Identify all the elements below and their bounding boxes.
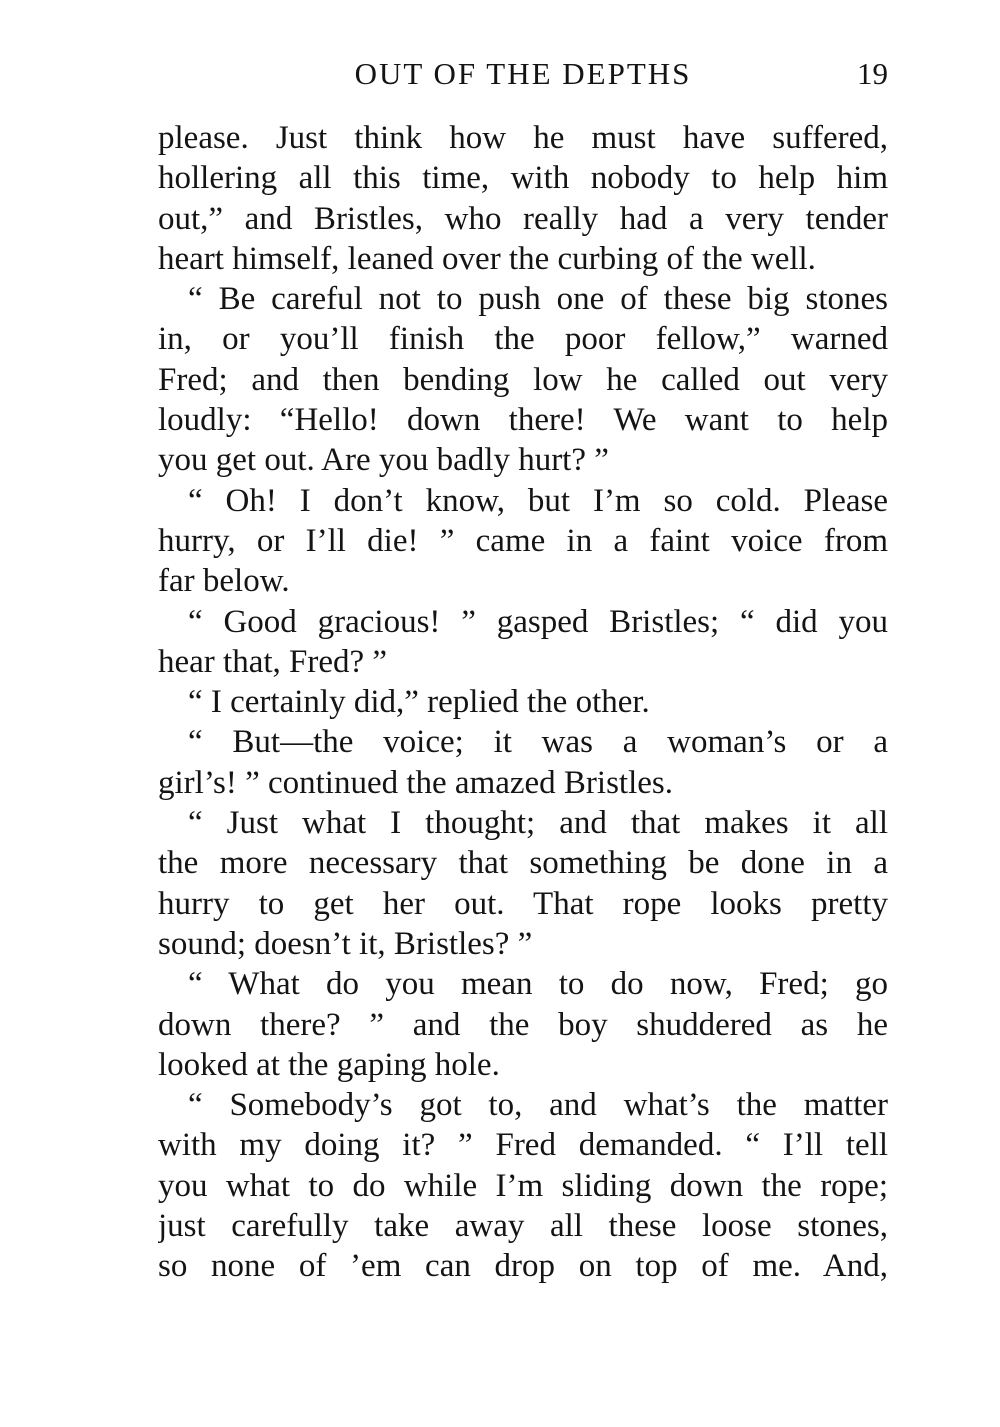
running-title: OUT OF THE DEPTHS <box>354 56 692 91</box>
text-line: hollering all this time, with nobody to help him <box>158 160 888 197</box>
text-line: “ Just what I thought; and that makes it all <box>188 805 888 842</box>
text-line: down there? ” and the boy shuddered as he <box>158 1006 888 1043</box>
text-line: sound; doesn’t it, Bristles? ” <box>158 925 533 962</box>
text-line: “ But—the voice; it was a woman’s or a <box>188 724 888 761</box>
text-line: girl’s! ” continued the amazed Bristles. <box>158 764 674 801</box>
text-line: please. Just think how he must have suffered, <box>158 120 888 156</box>
text-line: hurry, or I’ll die! ” came in a faint voice from <box>158 522 888 559</box>
text-line: looked at the gaping hole. <box>158 1046 500 1083</box>
page-number: 19 <box>857 56 888 91</box>
text-line: loudly: “Hello! down there! We want to help <box>158 402 888 439</box>
text-line: you get out. Are you badly hurt? ” <box>158 442 609 479</box>
text-line: “ Somebody’s got to, and what’s the matter <box>188 1087 888 1124</box>
text-line: “ Oh! I don’t know, but I’m so cold. Please <box>188 482 888 519</box>
text-line: in, or you’ll finish the poor fellow,” warned <box>158 321 888 358</box>
running-head <box>158 56 888 96</box>
text-line: “ I certainly did,” replied the other. <box>188 684 650 721</box>
text-line: Fred; and then bending low he called out very <box>158 361 888 398</box>
text-line: the more necessary that something be done in a <box>158 845 888 882</box>
text-line: far below. <box>158 563 290 600</box>
text-line: “ Be careful not to push one of these big stones <box>188 281 888 318</box>
text-line: heart himself, leaned over the curbing of the well. <box>158 240 816 277</box>
text-line: “ Good gracious! ” gasped Bristles; “ did you <box>188 603 888 640</box>
text-line: hurry to get her out. That rope looks pretty <box>158 885 888 922</box>
text-line: out,” and Bristles, who really had a very tender <box>158 200 888 237</box>
text-line: hear that, Fred? ” <box>158 643 388 680</box>
body-text <box>158 118 888 1287</box>
text-line: with my doing it? ” Fred demanded. “ I’ll tell <box>158 1127 888 1164</box>
text-line: “ What do you mean to do now, Fred; go <box>188 966 888 1003</box>
text-line: you what to do while I’m sliding down the rope; <box>158 1167 888 1204</box>
text-line: so none of ’em can drop on top of me. And, <box>158 1248 888 1285</box>
text-line: just carefully take away all these loose stones, <box>158 1208 888 1245</box>
